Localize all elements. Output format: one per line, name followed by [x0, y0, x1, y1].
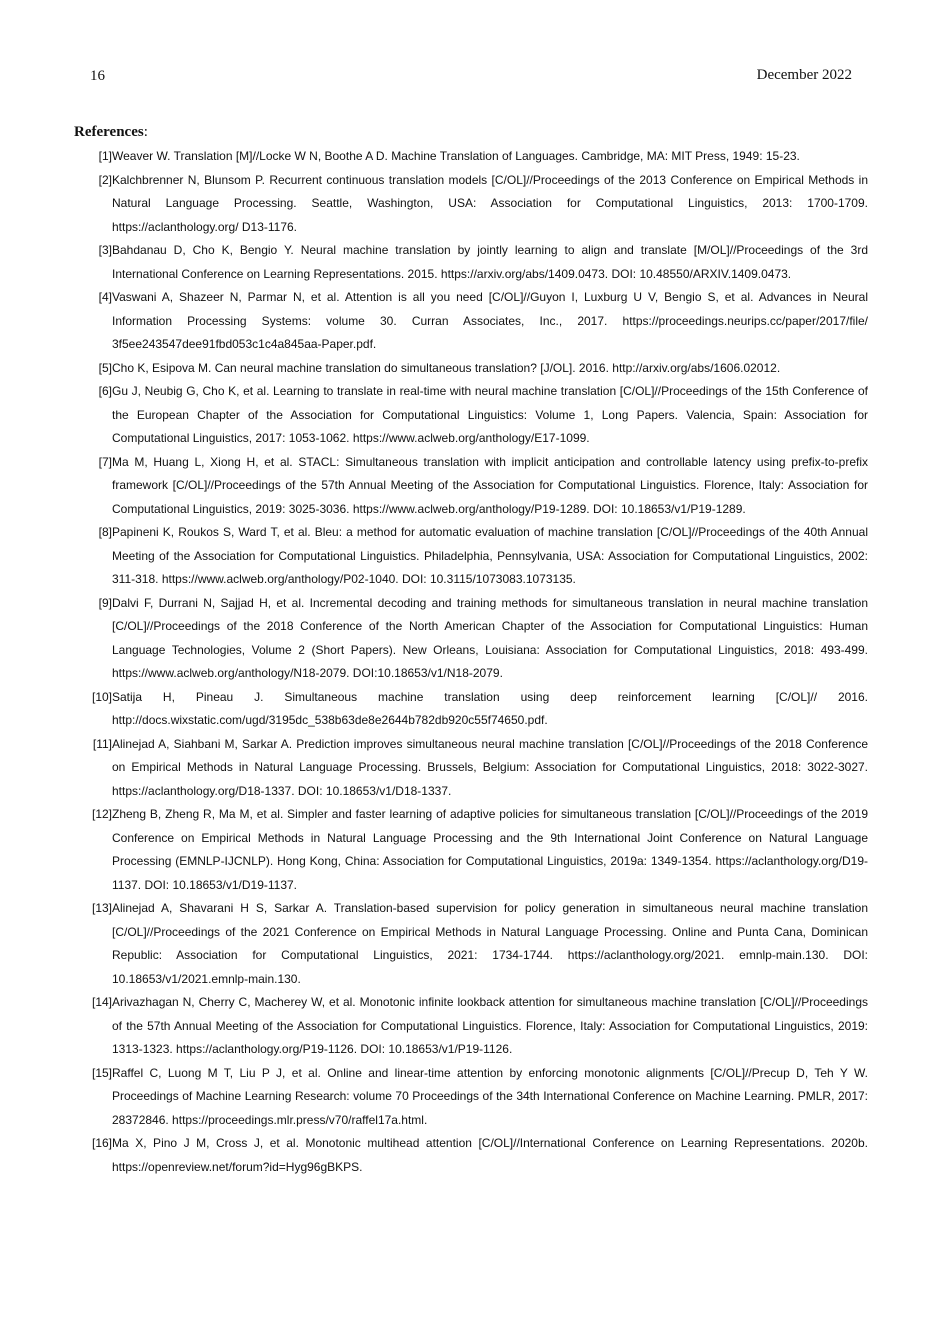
reference-text: Ma X, Pino J M, Cross J, et al. Monotonic multihead attention [C/OL]//International Conference on Learning Representations. 2020b. https://openreview.net/forum?id=Hyg96gBKPS.: [112, 1136, 868, 1174]
reference-text: Bahdanau D, Cho K, Bengio Y. Neural machine translation by jointly learning to align and translate [M/OL]//Proceedings of the 3rd International Conference on Learning Representations. 2015. https://arxiv.org/abs/1409.0473. DOI: 10.48550/ARXIV.1409.0473.: [112, 243, 868, 281]
reference-item: [78, 686, 868, 733]
reference-number: [7]: [98, 454, 112, 469]
reference-text: Raffel C, Luong M T, Liu P J, et al. Online and linear-time attention by enforcing monotonic alignments [C/OL]//Precup D, Teh Y W. Proceedings of Machine Learning Research: volume 70 Proceedings of the 34th International Conference on Machine Learning. PMLR, 2017: 28372846. https://proceedings.mlr.press/v70/raffel17a.html.: [112, 1065, 868, 1127]
reference-text: Ma M, Huang L, Xiong H, et al. STACL: Simultaneous translation with implicit anticipation and controllable latency using prefix-to-prefix framework [C/OL]//Proceedings of the 57th Annual Meeting of the Association for Computational Linguistics. Florence, Italy: Association for Computational Linguistics, 2019: 3025-3036. https://www.aclweb.org/anthology/P19-1289. DOI: 10.18653/v1/P19-1289.: [112, 454, 868, 516]
reference-number-cell: [78, 991, 112, 1015]
reference-text: Vaswani A, Shazeer N, Parmar N, et al. Attention is all you need [C/OL]//Guyon I, Luxburg U V, Bengio S, et al. Advances in Neural Information Processing Systems: volume 30. Curran Associates, Inc., 2017. https://proceedings.neurips.cc/paper/2017/file/ 3f5ee243547dee91fbd053c1c4a845aa-Paper.pdf.: [112, 290, 868, 351]
reference-item: [78, 169, 868, 240]
reference-text: Weaver W. Translation [M]//Locke W N, Boothe A D. Machine Translation of Languages. Cambridge, MA: MIT Press, 1949: 15-23.: [112, 149, 800, 163]
reference-number: [12]: [91, 807, 112, 821]
reference-number: [5]: [98, 360, 112, 375]
reference-text: Arivazhagan N, Cherry C, Macherey W, et al. Monotonic infinite lookback attention for simultaneous machine translation [C/OL]//Proceedings of the 57th Annual Meeting of the Association for Computational Linguistics. Florence, Italy: Association for Computational Linguistics, 2019: 1313-1323. https://aclanthology.org/P19-1126. DOI: 10.18653/v1/P19-1126.: [112, 995, 868, 1056]
page-date: December 2022: [756, 67, 852, 83]
reference-number: [14]: [91, 995, 112, 1009]
reference-number: [15]: [91, 1065, 112, 1080]
reference-item: [78, 1062, 868, 1133]
reference-item: [78, 380, 868, 451]
reference-item: [78, 145, 868, 169]
reference-number: [3]: [98, 243, 112, 257]
reference-number-cell: [78, 733, 112, 757]
reference-number-cell: [78, 286, 112, 310]
reference-item: [78, 286, 868, 357]
reference-text: Dalvi F, Durrani N, Sajjad H, et al. Incremental decoding and training methods for simultaneous translation in neural machine translation [C/OL]//Proceedings of the 2018 Conference of the North American Chapter of the Association for Computational Linguistics: Human Language Technologies, Volume 2 (Short Papers). New Orleans, Louisiana: Association for Computational Linguistics, 2018: 493-499. https://www.aclweb.org/anthology/N18-2079. DOI:10.18653/v1/N18-2079.: [112, 595, 868, 680]
reference-text: Zheng B, Zheng R, Ma M, et al. Simpler and faster learning of adaptive policies for simultaneous translation [C/OL]//Proceedings of the 2019 Conference on Empirical Methods in Natural Language Processing and the 9th International Joint Conference on Natural Language Processing (EMNLP-IJCNLP). Hong Kong, China: Association for Computational Linguistics, 2019a: 1349-1354. https://aclanthology.org/D19-1137. DOI: 10.18653/v1/D19-1137.: [112, 807, 868, 892]
reference-number-cell: [78, 380, 112, 404]
reference-number: [6]: [98, 384, 112, 398]
references-heading: [74, 124, 148, 141]
reference-number-cell: [78, 145, 112, 169]
reference-number-cell: [78, 239, 112, 263]
reference-item: [78, 521, 868, 592]
reference-number: [10]: [91, 689, 112, 704]
reference-item: [78, 897, 868, 991]
reference-item: [78, 803, 868, 897]
reference-number: [8]: [98, 525, 112, 539]
reference-text: Papineni K, Roukos S, Ward T, et al. Bleu: a method for automatic evaluation of machine translation [C/OL]//Proceedings of the 40th Annual Meeting of the Association for Computational Linguistics. Philadelphia, Pennsylvania, USA: Association for Computational Linguistics, 2002: 311-318. https://www.aclweb.org/anthology/P02-1040. DOI: 10.3115/1073083.1073135.: [112, 525, 868, 586]
reference-list: [78, 145, 868, 1179]
reference-text: Satija H, Pineau J. Simultaneous machine translation using deep reinforcement learning [C/OL]// 2016. http://docs.wixstatic.com/ugd/3195dc_538b63de8e2644b782db920c55f74650.pdf.: [112, 689, 868, 727]
reference-text: Alinejad A, Siahbani M, Sarkar A. Prediction improves simultaneous neural machine translation [C/OL]//Proceedings of the 2018 Conference on Empirical Methods in Natural Language Processing. Brussels, Belgium: Association for Computational Linguistics, 2018: 3022-3027. https://aclanthology.org/D18-1337. DOI: 10.18653/v1/D18-1337.: [112, 736, 868, 798]
reference-number-cell: [78, 1062, 112, 1086]
references-heading-label: References: [74, 124, 144, 140]
reference-text: Kalchbrenner N, Blunsom P. Recurrent continuous translation models [C/OL]//Proceedings of the 2013 Conference on Empirical Methods in Natural Language Processing. Seattle, Washington, USA: Association for Computational Linguistics, 2013: 1700-1709. https://aclanthology.org/ D13-1176.: [112, 172, 868, 234]
references-heading-colon: :: [143, 124, 148, 140]
reference-item: [78, 592, 868, 686]
reference-number: [16]: [91, 1136, 112, 1150]
reference-item: [78, 357, 868, 381]
reference-number-cell: [78, 357, 112, 381]
reference-text: Cho K, Esipova M. Can neural machine translation do simultaneous translation? [J/OL]. 2016. http://arxiv.org/abs/1606.02012.: [112, 360, 781, 375]
reference-number: [9]: [98, 595, 112, 610]
reference-number-cell: [78, 803, 112, 827]
reference-number: [2]: [98, 172, 112, 187]
reference-number-cell: [78, 169, 112, 193]
reference-item: [78, 733, 868, 804]
reference-number-cell: [78, 521, 112, 545]
reference-item: [78, 991, 868, 1062]
reference-item: [78, 239, 868, 286]
reference-number: [13]: [91, 901, 112, 915]
reference-number-cell: [78, 451, 112, 475]
reference-item: [78, 451, 868, 522]
page-number: 16: [90, 68, 105, 84]
reference-number: [1]: [98, 149, 112, 163]
reference-number: [4]: [98, 290, 112, 304]
reference-number-cell: [78, 897, 112, 921]
reference-text: Gu J, Neubig G, Cho K, et al. Learning to translate in real-time with neural machine translation [C/OL]//Proceedings of the 15th Conference of the European Chapter of the Association for Computational Linguistics: Volume 1, Long Papers. Valencia, Spain: Association for Computational Linguistics, 2017: 1053-1062. https://www.aclweb.org/anthology/E17-1099.: [112, 384, 868, 445]
reference-number-cell: [78, 1132, 112, 1156]
reference-item: [78, 1132, 868, 1179]
reference-text: Alinejad A, Shavarani H S, Sarkar A. Translation-based supervision for policy generation in simultaneous neural machine translation [C/OL]//Proceedings of the 2021 Conference on Empirical Methods in Natural Language Processing. Online and Punta Cana, Dominican Republic: Association for Computational Linguistics, 2021: 1734-1744. https://aclanthology.org/2021. emnlp-main.130. DOI: 10.18653/v1/2021.emnlp-main.130.: [112, 901, 868, 986]
reference-number-cell: [78, 592, 112, 616]
reference-number-cell: [78, 686, 112, 710]
reference-number: [11]: [92, 736, 112, 751]
